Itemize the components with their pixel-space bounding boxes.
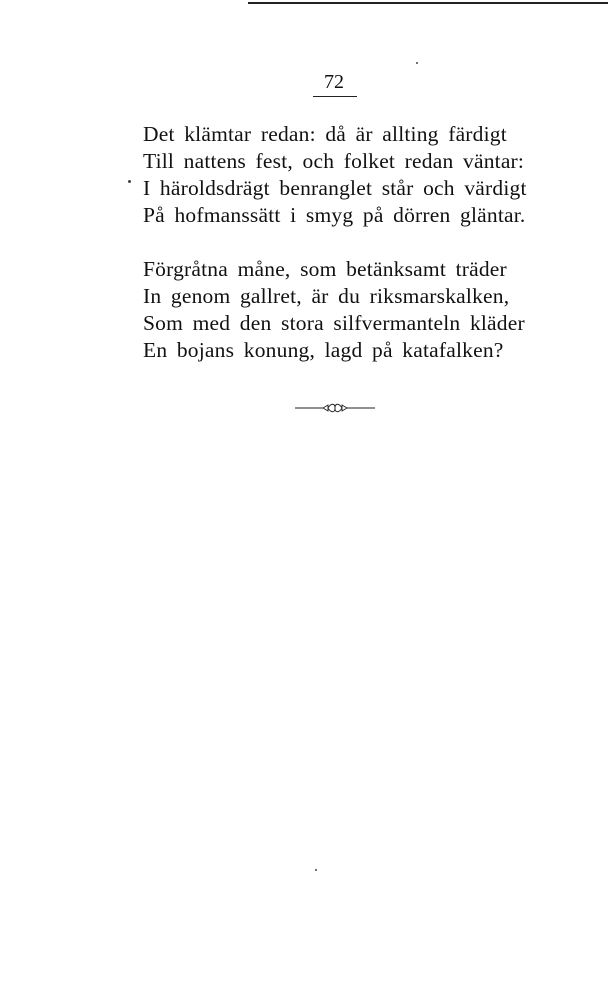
- verse-line: Förgråtna måne, som betänksamt träder: [143, 257, 507, 281]
- verse-line: In genom gallret, är du riksmarskalken,: [143, 284, 510, 308]
- verse-line: I häroldsdrägt benranglet står och värdigt: [143, 176, 527, 200]
- fleuron-divider-icon: [295, 401, 375, 415]
- verse-line: Det klämtar redan: då är allting färdigt: [143, 122, 507, 146]
- stanza-2: [143, 256, 523, 364]
- print-speck: [128, 180, 131, 183]
- page-number: 72: [324, 71, 344, 93]
- print-speck: [416, 62, 418, 64]
- verse-line: På hofmanssätt i smyg på dörren gläntar.: [143, 203, 526, 227]
- verse-line: En bojans konung, lagd på katafalken?: [143, 338, 504, 362]
- page-number-underline: [313, 96, 357, 97]
- verse-line: Som med den stora silfvermanteln kläder: [143, 311, 525, 335]
- print-speck: [315, 869, 317, 871]
- top-edge-rule: [248, 2, 608, 4]
- stanza-1: [143, 121, 527, 229]
- verse-line: Till nattens fest, och folket redan väntar:: [143, 149, 525, 173]
